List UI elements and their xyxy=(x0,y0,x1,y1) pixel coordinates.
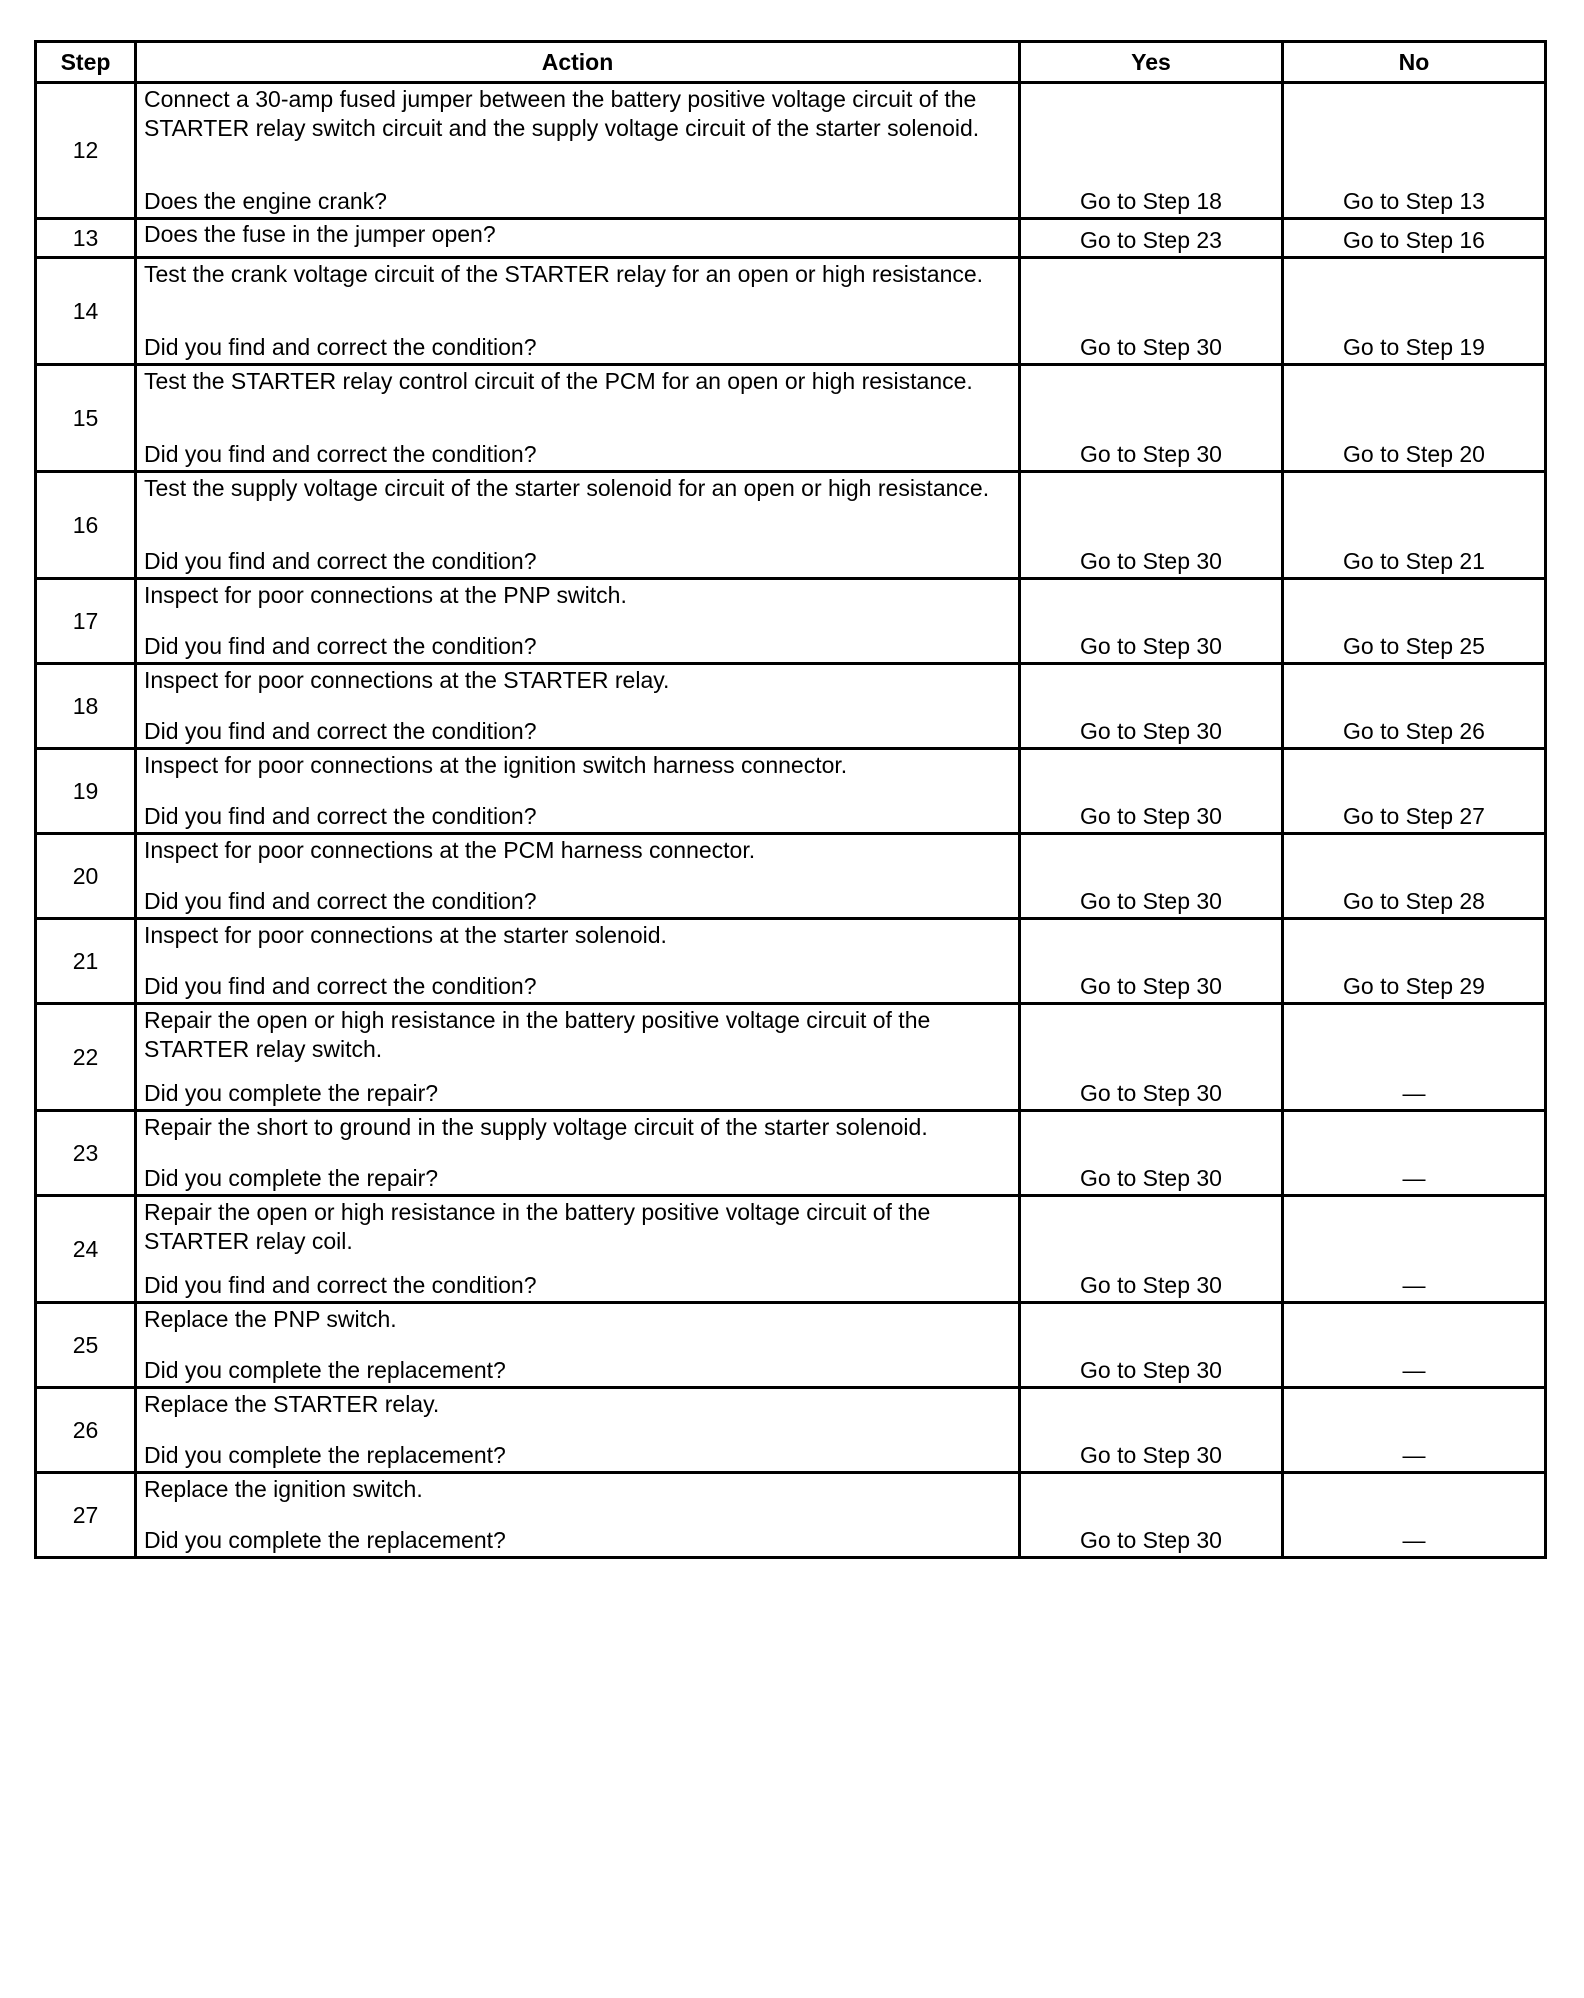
yes-result: Go to Step 30 xyxy=(1020,1004,1283,1111)
yes-result: Go to Step 30 xyxy=(1020,1303,1283,1388)
action-content xyxy=(144,366,1011,470)
yes-result: Go to Step 18 xyxy=(1020,83,1283,219)
yes-result: Go to Step 30 xyxy=(1020,919,1283,1004)
action-instruction: Replace the STARTER relay. xyxy=(144,1391,440,1417)
no-result: — xyxy=(1283,1004,1546,1111)
table-row xyxy=(36,749,1546,834)
action-question: Did you find and correct the condition? xyxy=(144,973,537,999)
header-step: Step xyxy=(36,42,136,83)
no-result: Go to Step 21 xyxy=(1283,472,1546,579)
table-row xyxy=(36,1473,1546,1558)
action-instruction: Inspect for poor connections at the STARTER relay. xyxy=(144,667,670,693)
action-instruction: Inspect for poor connections at the starter solenoid. xyxy=(144,922,667,948)
action-instruction: Test the supply voltage circuit of the starter solenoid for an open or high resistance. xyxy=(144,475,990,501)
action-question: Does the fuse in the jumper open? xyxy=(144,221,496,247)
action-cell xyxy=(136,1388,1020,1473)
action-cell xyxy=(136,83,1020,219)
table-body xyxy=(36,83,1546,1558)
header-action: Action xyxy=(136,42,1020,83)
step-number: 19 xyxy=(36,749,136,834)
table-row xyxy=(36,664,1546,749)
action-instruction: Repair the open or high resistance in the battery positive voltage circuit of the STARTER relay switch. xyxy=(144,1007,931,1062)
action-instruction: Connect a 30-amp fused jumper between the battery positive voltage circuit of the STARTER relay switch circuit and the supply voltage circuit of the starter solenoid. xyxy=(144,86,980,141)
table-row xyxy=(36,258,1546,365)
action-content xyxy=(144,835,1011,917)
table-row xyxy=(36,1388,1546,1473)
action-cell xyxy=(136,1111,1020,1196)
action-question: Does the engine crank? xyxy=(144,188,387,214)
action-instruction: Replace the PNP switch. xyxy=(144,1306,397,1332)
action-content xyxy=(144,1005,1011,1109)
action-content xyxy=(144,580,1011,662)
action-cell xyxy=(136,919,1020,1004)
table-row xyxy=(36,365,1546,472)
action-instruction: Repair the open or high resistance in the battery positive voltage circuit of the STARTER relay coil. xyxy=(144,1199,931,1254)
action-content xyxy=(144,665,1011,747)
action-content xyxy=(144,473,1011,577)
action-question: Did you find and correct the condition? xyxy=(144,718,537,744)
no-result: Go to Step 25 xyxy=(1283,579,1546,664)
step-number: 15 xyxy=(36,365,136,472)
header-yes: Yes xyxy=(1020,42,1283,83)
action-question: Did you complete the replacement? xyxy=(144,1442,506,1468)
action-content xyxy=(144,220,1011,256)
step-number: 21 xyxy=(36,919,136,1004)
no-result: Go to Step 26 xyxy=(1283,664,1546,749)
yes-result: Go to Step 30 xyxy=(1020,834,1283,919)
yes-result: Go to Step 30 xyxy=(1020,1111,1283,1196)
action-content xyxy=(144,1304,1011,1386)
action-content xyxy=(144,84,1011,217)
action-cell xyxy=(136,365,1020,472)
action-question: Did you find and correct the condition? xyxy=(144,1272,537,1298)
table-row xyxy=(36,83,1546,219)
yes-result: Go to Step 23 xyxy=(1020,219,1283,258)
yes-result: Go to Step 30 xyxy=(1020,365,1283,472)
action-cell xyxy=(136,1473,1020,1558)
step-number: 20 xyxy=(36,834,136,919)
action-question: Did you find and correct the condition? xyxy=(144,633,537,659)
action-content xyxy=(144,1197,1011,1301)
yes-result: Go to Step 30 xyxy=(1020,579,1283,664)
table-row xyxy=(36,472,1546,579)
no-result: Go to Step 19 xyxy=(1283,258,1546,365)
step-number: 24 xyxy=(36,1196,136,1303)
step-number: 26 xyxy=(36,1388,136,1473)
no-result: Go to Step 29 xyxy=(1283,919,1546,1004)
action-question: Did you find and correct the condition? xyxy=(144,803,537,829)
step-number: 27 xyxy=(36,1473,136,1558)
action-content xyxy=(144,259,1011,363)
table-header-row xyxy=(36,42,1546,83)
action-cell xyxy=(136,219,1020,258)
no-result: Go to Step 16 xyxy=(1283,219,1546,258)
action-question: Did you find and correct the condition? xyxy=(144,548,537,574)
action-content xyxy=(144,920,1011,1002)
no-result: — xyxy=(1283,1111,1546,1196)
no-result: — xyxy=(1283,1303,1546,1388)
no-result: — xyxy=(1283,1473,1546,1558)
action-cell xyxy=(136,258,1020,365)
action-question: Did you complete the replacement? xyxy=(144,1527,506,1553)
step-number: 23 xyxy=(36,1111,136,1196)
action-cell xyxy=(136,1196,1020,1303)
no-result: Go to Step 13 xyxy=(1283,83,1546,219)
action-cell xyxy=(136,1004,1020,1111)
table-row xyxy=(36,1004,1546,1111)
yes-result: Go to Step 30 xyxy=(1020,1196,1283,1303)
action-instruction: Inspect for poor connections at the PCM harness connector. xyxy=(144,837,756,863)
step-number: 14 xyxy=(36,258,136,365)
action-question: Did you complete the replacement? xyxy=(144,1357,506,1383)
action-instruction: Inspect for poor connections at the ignition switch harness connector. xyxy=(144,752,848,778)
action-content xyxy=(144,1389,1011,1471)
action-question: Did you find and correct the condition? xyxy=(144,334,537,360)
table-row xyxy=(36,579,1546,664)
action-question: Did you find and correct the condition? xyxy=(144,441,537,467)
table-row xyxy=(36,1303,1546,1388)
action-cell xyxy=(136,472,1020,579)
step-number: 25 xyxy=(36,1303,136,1388)
action-instruction: Test the STARTER relay control circuit of the PCM for an open or high resistance. xyxy=(144,368,973,394)
yes-result: Go to Step 30 xyxy=(1020,258,1283,365)
no-result: Go to Step 20 xyxy=(1283,365,1546,472)
action-content xyxy=(144,1112,1011,1194)
action-instruction: Repair the short to ground in the supply voltage circuit of the starter solenoid. xyxy=(144,1114,928,1140)
action-question: Did you find and correct the condition? xyxy=(144,888,537,914)
no-result: — xyxy=(1283,1196,1546,1303)
action-instruction: Inspect for poor connections at the PNP switch. xyxy=(144,582,627,608)
table-row xyxy=(36,1111,1546,1196)
yes-result: Go to Step 30 xyxy=(1020,664,1283,749)
no-result: — xyxy=(1283,1388,1546,1473)
no-result: Go to Step 27 xyxy=(1283,749,1546,834)
action-cell xyxy=(136,834,1020,919)
action-instruction: Replace the ignition switch. xyxy=(144,1476,423,1502)
step-number: 22 xyxy=(36,1004,136,1111)
action-cell xyxy=(136,749,1020,834)
yes-result: Go to Step 30 xyxy=(1020,1388,1283,1473)
table-row xyxy=(36,919,1546,1004)
yes-result: Go to Step 30 xyxy=(1020,749,1283,834)
step-number: 16 xyxy=(36,472,136,579)
action-cell xyxy=(136,664,1020,749)
step-number: 13 xyxy=(36,219,136,258)
action-content xyxy=(144,750,1011,832)
action-cell xyxy=(136,1303,1020,1388)
yes-result: Go to Step 30 xyxy=(1020,472,1283,579)
step-number: 17 xyxy=(36,579,136,664)
no-result: Go to Step 28 xyxy=(1283,834,1546,919)
step-number: 12 xyxy=(36,83,136,219)
action-instruction: Test the crank voltage circuit of the STARTER relay for an open or high resistance. xyxy=(144,261,984,287)
action-question: Did you complete the repair? xyxy=(144,1080,439,1106)
action-content xyxy=(144,1474,1011,1556)
step-number: 18 xyxy=(36,664,136,749)
yes-result: Go to Step 30 xyxy=(1020,1473,1283,1558)
table-row xyxy=(36,219,1546,258)
table-row xyxy=(36,834,1546,919)
diagnostic-steps-table xyxy=(34,40,1547,1559)
table-row xyxy=(36,1196,1546,1303)
action-cell xyxy=(136,579,1020,664)
action-question: Did you complete the repair? xyxy=(144,1165,439,1191)
header-no: No xyxy=(1283,42,1546,83)
